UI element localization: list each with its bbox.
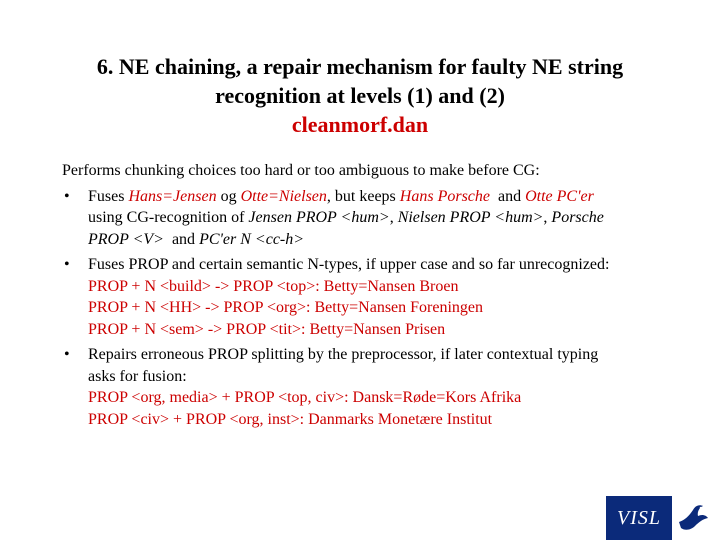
example-tag: PROP <V> xyxy=(88,230,164,248)
example-name: Otte PC'er xyxy=(525,187,594,205)
bullet-icon: • xyxy=(64,256,70,273)
text-run: , xyxy=(389,209,398,226)
bullet-item-fuses-names xyxy=(62,186,702,251)
example-name: Otte=Nielsen xyxy=(240,187,327,205)
text-run: , but keeps xyxy=(326,187,400,205)
title-line-1: 6. NE chaining, a repair mechanism for faulty NE string xyxy=(96,54,624,79)
bullet-3-example-1: PROP <org, media> + PROP <top, civ>: Dansk=Røde=Kors Afrika xyxy=(88,389,522,406)
title-filename: cleanmorf.dan xyxy=(291,112,429,137)
example-name: Hans=Jensen xyxy=(128,187,217,205)
bullet-3-example-2: PROP <civ> + PROP <org, inst>: Danmarks Monetære Institut xyxy=(88,410,493,428)
bullet-2-example-1: PROP + N <build> -> PROP <top>: Betty=Nansen Broen xyxy=(88,277,459,295)
example-tag: Porsche xyxy=(551,209,604,226)
bullet-1-line-3 xyxy=(88,229,702,251)
slide-body xyxy=(62,160,702,430)
bullet-2-lead: Fuses PROP and certain semantic N-types, if upper case and so far unrecognized: xyxy=(88,256,610,273)
text-run: , xyxy=(543,209,552,226)
bullet-2-example-2: PROP + N <HH> -> PROP <org>: Betty=Nansen Foreningen xyxy=(88,299,484,316)
text-run: Fuses xyxy=(88,187,129,205)
visl-logo xyxy=(606,496,714,540)
bullet-item-fuses-prop xyxy=(62,254,702,340)
bullet-list xyxy=(62,186,702,431)
visl-logo-text: VISL xyxy=(606,496,672,540)
bullet-icon: • xyxy=(64,346,70,363)
bullet-3-lead-1: Repairs erroneous PROP splitting by the preprocessor, if later contextual typing xyxy=(88,346,599,363)
text-run: and xyxy=(163,230,200,248)
intro-text: Performs chunking choices too hard or too ambiguous to make before CG: xyxy=(62,162,540,179)
bullet-3-lead-2: asks for fusion: xyxy=(88,367,187,385)
example-tag: Nielsen PROP <hum> xyxy=(397,209,544,226)
example-tag: PC'er N <cc-h> xyxy=(199,230,305,248)
example-tag: Jensen PROP <hum> xyxy=(248,209,390,226)
text-run: and xyxy=(490,187,526,205)
bullet-icon: • xyxy=(64,187,70,205)
slide-title xyxy=(40,52,680,139)
text-run: og xyxy=(216,187,241,205)
bullet-1-line-1 xyxy=(88,186,702,208)
example-name: Hans Porsche xyxy=(399,187,490,205)
dove-icon xyxy=(672,496,714,540)
bullet-1-line-2 xyxy=(88,207,702,229)
bullet-item-repairs xyxy=(62,344,702,430)
bullet-2-example-3: PROP + N <sem> -> PROP <tit>: Betty=Nansen Prisen xyxy=(88,320,446,338)
title-line-2: recognition at levels (1) and (2) xyxy=(215,83,505,108)
text-run: using CG-recognition of xyxy=(88,209,249,226)
